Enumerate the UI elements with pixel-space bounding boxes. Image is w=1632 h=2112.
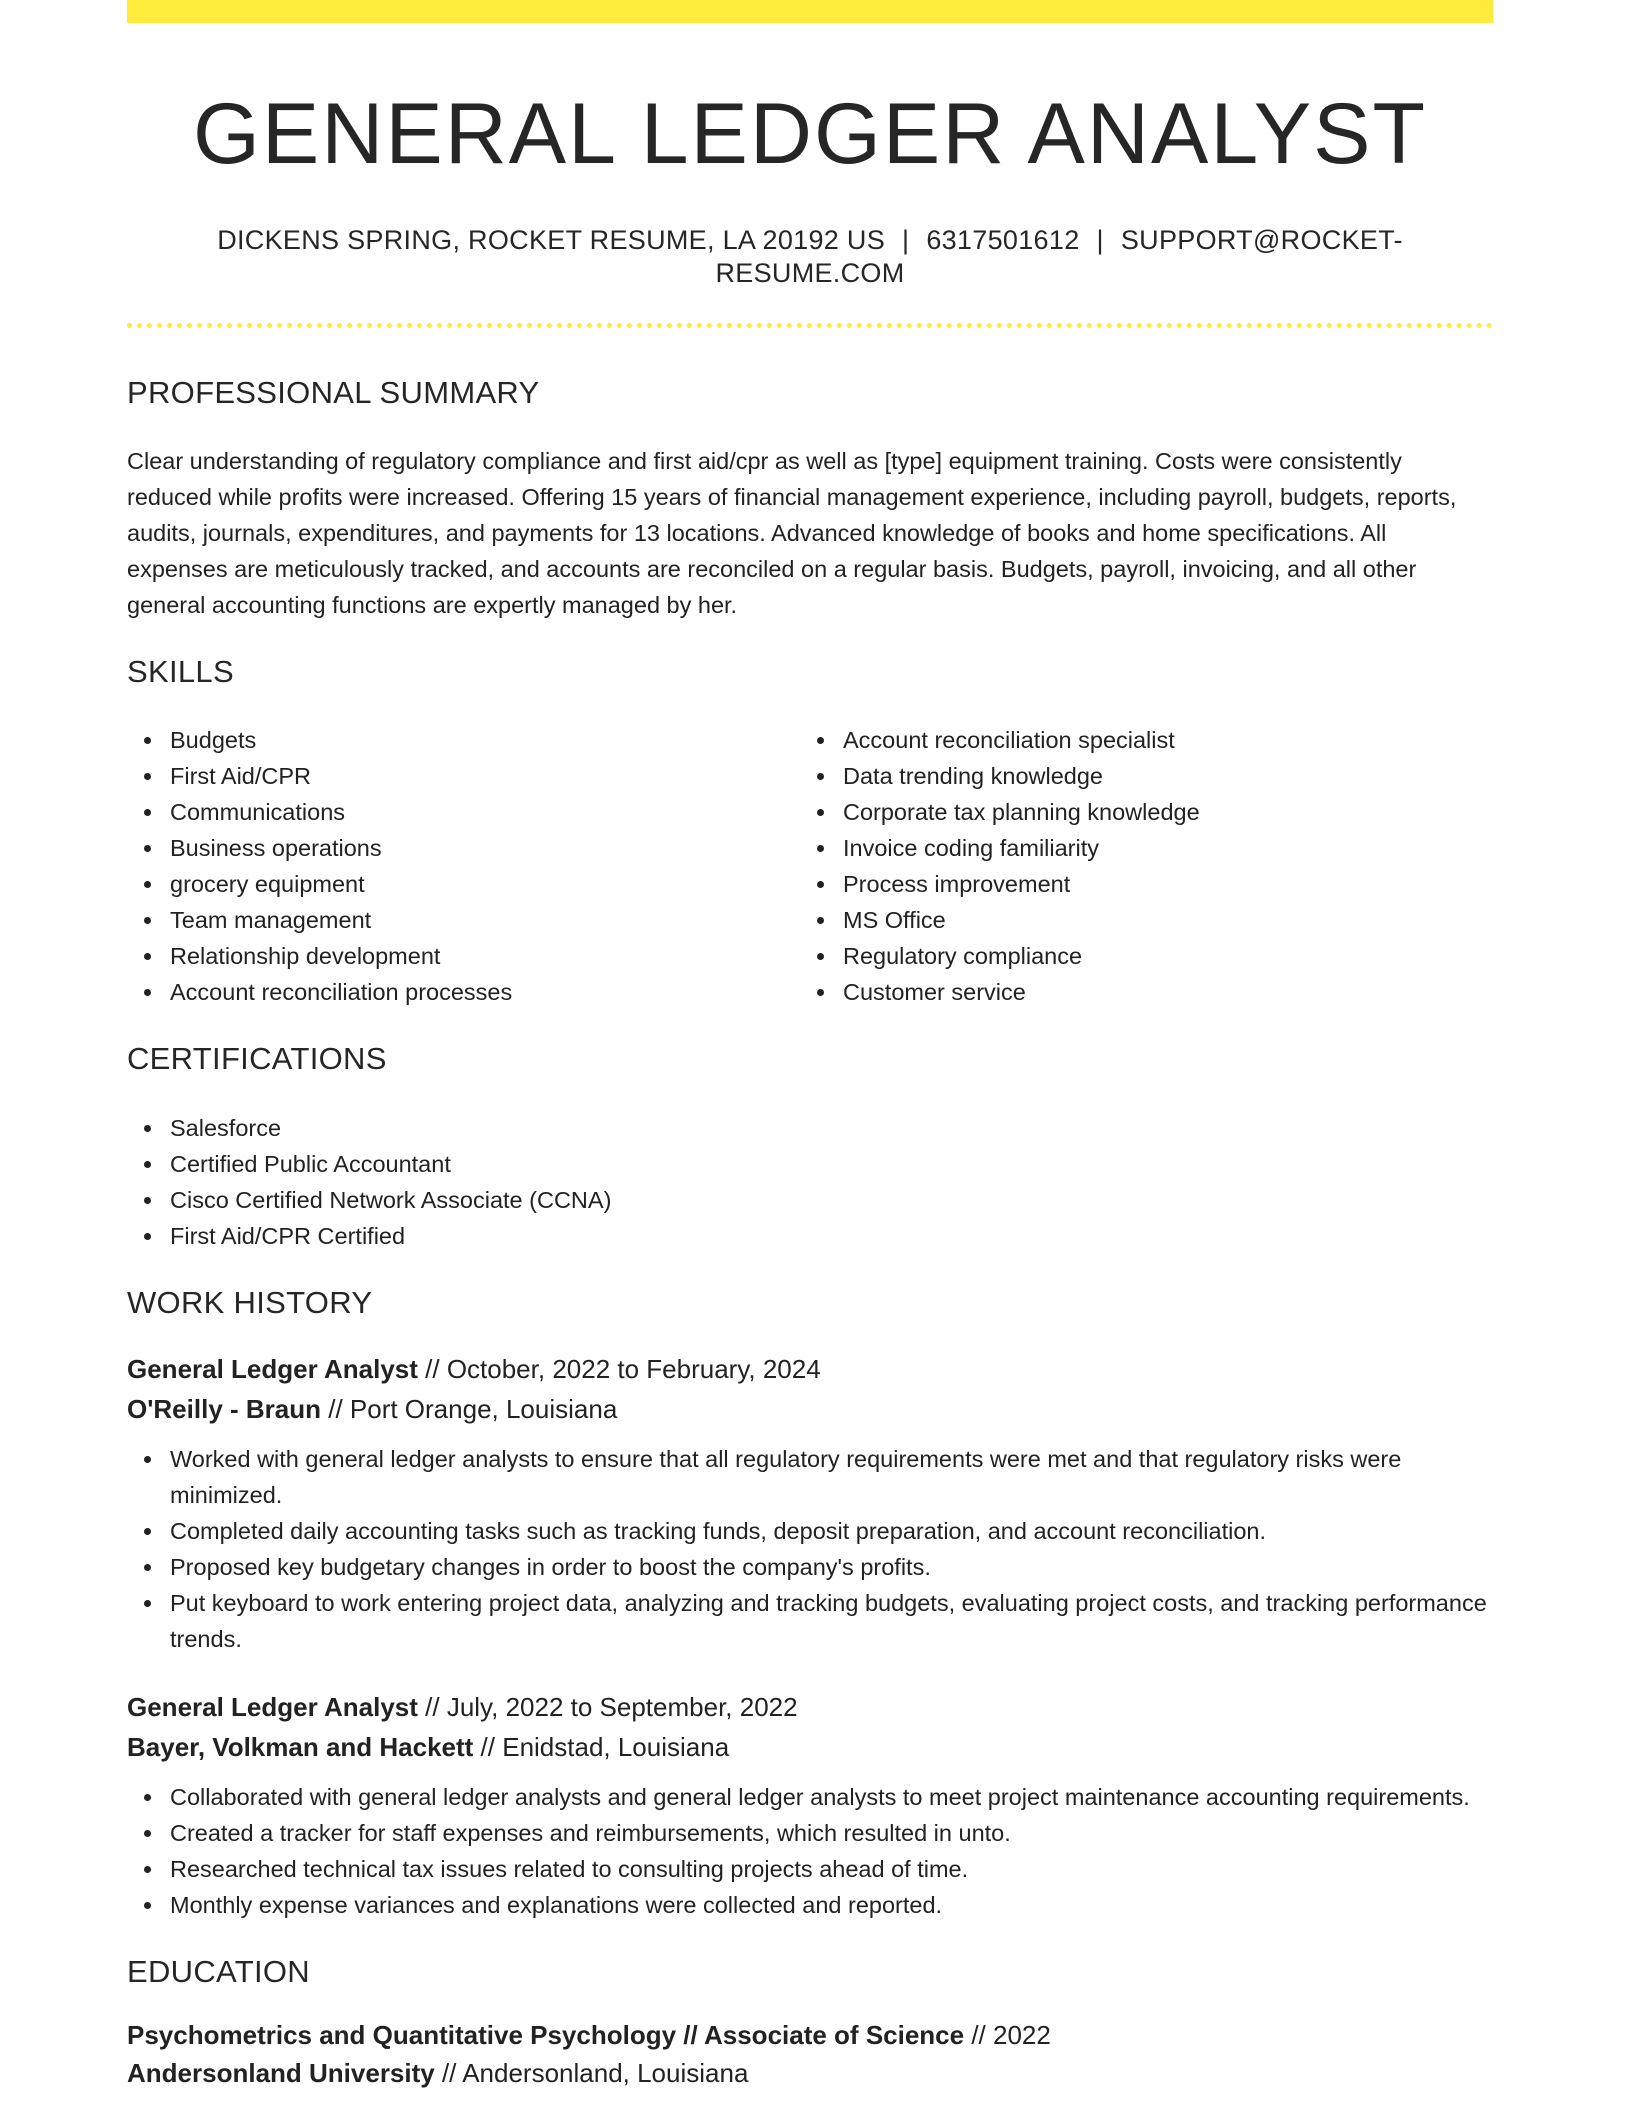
skill-item: grocery equipment (170, 866, 800, 902)
dotted-divider (127, 323, 1493, 328)
contact-email: SUPPORT@ROCKET-RESUME.COM (715, 225, 1403, 288)
job-bullet: Monthly expense variances and explanations were collected and reported. (170, 1887, 1493, 1923)
skills-list-right (800, 722, 1473, 1010)
certifications-section (127, 1040, 1493, 1253)
skill-item: Invoice coding familiarity (843, 830, 1473, 866)
skill-item: Team management (170, 902, 800, 938)
skill-item: Account reconciliation specialist (843, 722, 1473, 758)
education-degree: Psychometrics and Quantitative Psychology // Associate of Science (127, 2019, 965, 2050)
contact-phone: 6317501612 (926, 225, 1080, 256)
contact-line (127, 224, 1493, 289)
job-bullet: Completed daily accounting tasks such as tracking funds, deposit preparation, and account reconciliation. (170, 1513, 1493, 1549)
education-school-line (127, 2054, 1493, 2092)
job-dates: // October, 2022 to February, 2024 (417, 1353, 821, 1384)
resume-page (127, 0, 1493, 2092)
job-bullet: Proposed key budgetary changes in order to boost the company's profits. (170, 1549, 1493, 1585)
work-history-section (127, 1284, 1493, 1923)
job-bullet: Put keyboard to work entering project data, analyzing and tracking budgets, evaluating project costs, and tracking performance trends. (170, 1585, 1493, 1657)
job-bullet: Researched technical tax issues related to consulting projects ahead of time. (170, 1851, 1493, 1887)
certification-item: First Aid/CPR Certified (170, 1218, 1493, 1254)
skill-item: Business operations (170, 830, 800, 866)
job-company: O'Reilly - Braun (127, 1393, 321, 1424)
skill-item: Customer service (843, 974, 1473, 1010)
summary-heading: PROFESSIONAL SUMMARY (127, 374, 540, 410)
job-title: General Ledger Analyst (127, 1353, 418, 1384)
certifications-list (127, 1110, 1493, 1254)
work-history-heading: WORK HISTORY (127, 1284, 373, 1320)
certification-item: Certified Public Accountant (170, 1146, 1493, 1182)
skill-item: Communications (170, 794, 800, 830)
certification-item: Salesforce (170, 1110, 1493, 1146)
contact-separator: | (1096, 225, 1104, 256)
education-entry (127, 2016, 1493, 2092)
skill-item: First Aid/CPR (170, 758, 800, 794)
contact-address: DICKENS SPRING, ROCKET RESUME, LA 20192 US (217, 225, 886, 256)
job-entry (127, 1687, 1493, 1923)
skill-item: Process improvement (843, 866, 1473, 902)
skill-item: Relationship development (170, 938, 800, 974)
skills-columns (127, 722, 1493, 1010)
job-bullets (127, 1441, 1493, 1657)
job-title-line (127, 1349, 1493, 1389)
skills-heading: SKILLS (127, 654, 234, 690)
job-bullet: Worked with general ledger analysts to ensure that all regulatory requirements were met and that regulatory risks were minimized. (170, 1441, 1493, 1513)
job-dates: // July, 2022 to September, 2022 (417, 1691, 798, 1722)
job-location: // Port Orange, Louisiana (321, 1393, 618, 1424)
skill-item: Corporate tax planning knowledge (843, 794, 1473, 830)
skills-list-left (127, 722, 800, 1010)
education-heading: EDUCATION (127, 1953, 310, 1989)
education-location: // Andersonland, Louisiana (434, 2057, 749, 2088)
job-location: // Enidstad, Louisiana (473, 1731, 730, 1762)
summary-section (127, 374, 1493, 623)
skill-item: Budgets (170, 722, 800, 758)
job-company-line (127, 1389, 1493, 1429)
education-school: Andersonland University (127, 2057, 435, 2088)
page-title: GENERAL LEDGER ANALYST (192, 86, 1428, 182)
skill-item: Account reconciliation processes (170, 974, 800, 1010)
job-bullets (127, 1779, 1493, 1923)
summary-text: Clear understanding of regulatory compliance and first aid/cpr as well as [type] equipment training. Costs were consistently reduced while profits were increased. Offering 15 years of financial management experience, including payroll, budgets, reports, audits, journals, expenditures, and payments for 13 locations. Advanced knowledge of books and home specifications. All expenses are meticulously tracked, and accounts are reconciled on a regular basis. Budgets, payroll, invoicing, and all other general accounting functions are expertly managed by her. (127, 448, 1457, 619)
job-entry (127, 1349, 1493, 1657)
education-year: // 2022 (964, 2019, 1051, 2050)
job-company-line (127, 1727, 1493, 1767)
job-bullet: Collaborated with general ledger analysts and general ledger analysts to meet project maintenance accounting requirements. (170, 1779, 1493, 1815)
skills-section (127, 653, 1493, 1010)
accent-top-bar (127, 0, 1493, 23)
job-bullet: Created a tracker for staff expenses and reimbursements, which resulted in unto. (170, 1815, 1493, 1851)
job-title: General Ledger Analyst (127, 1691, 418, 1722)
skill-item: Data trending knowledge (843, 758, 1473, 794)
contact-separator: | (902, 225, 910, 256)
skill-item: Regulatory compliance (843, 938, 1473, 974)
certification-item: Cisco Certified Network Associate (CCNA) (170, 1182, 1493, 1218)
job-title-line (127, 1687, 1493, 1727)
education-section (127, 1953, 1493, 2092)
job-company: Bayer, Volkman and Hackett (127, 1731, 474, 1762)
certifications-heading: CERTIFICATIONS (127, 1041, 387, 1077)
education-degree-line (127, 2016, 1493, 2054)
skill-item: MS Office (843, 902, 1473, 938)
